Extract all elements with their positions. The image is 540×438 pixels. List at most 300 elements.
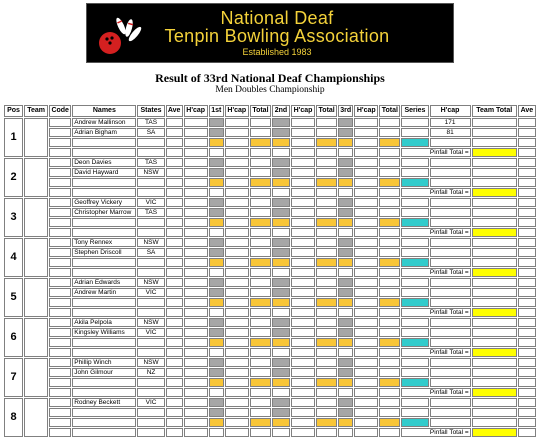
hcap-cell	[291, 258, 315, 267]
ave-cell	[518, 388, 536, 397]
game2-cell	[272, 168, 290, 177]
game2-cell	[272, 368, 290, 377]
series-cell	[401, 408, 428, 417]
player-name	[72, 298, 136, 307]
player-state	[137, 298, 164, 307]
pinfall-label: Pinfall Total =	[401, 348, 470, 357]
game2-cell	[272, 158, 290, 167]
total-cell	[379, 378, 400, 387]
spacer-cell	[209, 428, 224, 437]
table-row	[4, 268, 536, 277]
game2-cell	[272, 248, 290, 257]
table-row	[4, 168, 536, 177]
total-cell	[379, 168, 400, 177]
column-header: Code	[49, 105, 71, 117]
ave-cell	[166, 208, 183, 217]
series-total-cell	[401, 338, 428, 347]
total-cell	[316, 298, 337, 307]
pinfall-total-cell	[472, 268, 517, 277]
ave-cell	[166, 128, 183, 137]
hcap-cell	[184, 288, 208, 297]
team-cell	[24, 118, 48, 157]
hcap-cell	[291, 198, 315, 207]
game1-cell	[209, 408, 224, 417]
spacer-cell	[291, 148, 315, 157]
ave-cell	[518, 278, 536, 287]
spacer-cell	[338, 228, 353, 237]
spacer-cell	[209, 348, 224, 357]
series-total-cell	[401, 178, 428, 187]
spacer-cell	[338, 388, 353, 397]
spacer-cell	[72, 308, 136, 317]
series-cell	[401, 198, 428, 207]
ave-cell	[166, 328, 183, 337]
hcap-cell	[184, 278, 208, 287]
hcap-cell	[291, 208, 315, 217]
hcap-cell	[225, 278, 249, 287]
table-row	[4, 208, 536, 217]
team-total-cell	[472, 128, 517, 137]
total-cell	[379, 118, 400, 127]
total-cell	[316, 158, 337, 167]
hcap-cell	[354, 328, 378, 337]
hcap-cell	[354, 248, 378, 257]
column-header: Total	[250, 105, 271, 117]
total-cell	[316, 418, 337, 427]
table-row	[4, 358, 536, 367]
game1-total-cell	[209, 178, 224, 187]
team-total-cell	[472, 208, 517, 217]
series-total-cell	[401, 258, 428, 267]
table-row	[4, 258, 536, 267]
series-cell	[401, 128, 428, 137]
series-hcap-cell	[430, 168, 471, 177]
hcap-cell	[354, 358, 378, 367]
player-name: Kingsley Williams	[72, 328, 136, 337]
code-cell	[49, 208, 71, 217]
hcap-cell	[354, 138, 378, 147]
player-name	[72, 408, 136, 417]
total-cell	[379, 198, 400, 207]
game3-cell	[338, 128, 353, 137]
total-cell	[379, 338, 400, 347]
game3-total-cell	[338, 178, 353, 187]
total-cell	[379, 238, 400, 247]
total-cell	[379, 318, 400, 327]
spacer-cell	[166, 268, 183, 277]
table-row	[4, 338, 536, 347]
spacer-cell	[184, 188, 208, 197]
code-cell	[49, 158, 71, 167]
game1-cell	[209, 158, 224, 167]
pinfall-label: Pinfall Total =	[401, 268, 470, 277]
hcap-cell	[225, 138, 249, 147]
spacer-cell	[272, 148, 290, 157]
player-state	[137, 138, 164, 147]
table-row	[4, 178, 536, 187]
game3-cell	[338, 358, 353, 367]
player-name: Andrew Mallinson	[72, 118, 136, 127]
spacer-cell	[379, 308, 400, 317]
player-name: Adrian Edwards	[72, 278, 136, 287]
association-banner	[86, 3, 454, 63]
hcap-cell	[291, 408, 315, 417]
series-cell	[401, 158, 428, 167]
game3-cell	[338, 288, 353, 297]
spacer-cell	[250, 268, 271, 277]
spacer-cell	[316, 348, 337, 357]
game3-cell	[338, 118, 353, 127]
column-header: Ave	[518, 105, 536, 117]
team-total-cell	[472, 248, 517, 257]
spacer-cell	[354, 428, 378, 437]
hcap-cell	[354, 378, 378, 387]
hcap-cell	[354, 368, 378, 377]
series-hcap-cell	[430, 328, 471, 337]
spacer-cell	[72, 148, 136, 157]
series-hcap-cell	[430, 378, 471, 387]
spacer-cell	[291, 428, 315, 437]
hcap-cell	[184, 258, 208, 267]
player-name: Phillip Winch	[72, 358, 136, 367]
total-cell	[316, 128, 337, 137]
hcap-cell	[291, 418, 315, 427]
total-cell	[316, 408, 337, 417]
series-total-cell	[401, 298, 428, 307]
ave-cell	[518, 298, 536, 307]
spacer-cell	[209, 228, 224, 237]
hcap-cell	[354, 198, 378, 207]
series-hcap-cell: 81	[430, 128, 471, 137]
series-hcap-cell: 171	[430, 118, 471, 127]
code-cell	[49, 218, 71, 227]
spacer-cell	[379, 148, 400, 157]
column-header: Team Total	[472, 105, 517, 117]
total-cell	[250, 278, 271, 287]
total-cell	[250, 248, 271, 257]
spacer-cell	[354, 148, 378, 157]
ave-cell	[518, 248, 536, 257]
pinfall-label: Pinfall Total =	[401, 148, 470, 157]
total-cell	[379, 418, 400, 427]
total-cell	[250, 158, 271, 167]
code-cell	[49, 288, 71, 297]
total-cell	[250, 238, 271, 247]
table-row	[4, 418, 536, 427]
game2-cell	[272, 208, 290, 217]
hcap-cell	[354, 238, 378, 247]
game3-cell	[338, 168, 353, 177]
game1-total-cell	[209, 418, 224, 427]
player-state: SA	[137, 128, 164, 137]
hcap-cell	[184, 248, 208, 257]
hcap-cell	[184, 178, 208, 187]
spacer-cell	[354, 188, 378, 197]
total-cell	[316, 138, 337, 147]
game2-cell	[272, 128, 290, 137]
total-cell	[250, 118, 271, 127]
game1-total-cell	[209, 138, 224, 147]
hcap-cell	[225, 238, 249, 247]
spacer-cell	[166, 348, 183, 357]
code-cell	[49, 318, 71, 327]
total-cell	[379, 368, 400, 377]
ave-cell	[518, 138, 536, 147]
ave-cell	[166, 408, 183, 417]
spacer-cell	[316, 308, 337, 317]
spacer-cell	[250, 308, 271, 317]
total-cell	[316, 378, 337, 387]
table-row	[4, 378, 536, 387]
game2-total-cell	[272, 138, 290, 147]
hcap-cell	[291, 138, 315, 147]
hcap-cell	[184, 358, 208, 367]
team-total-cell	[472, 118, 517, 127]
game2-total-cell	[272, 338, 290, 347]
total-cell	[316, 258, 337, 267]
hcap-cell	[291, 128, 315, 137]
hcap-cell	[225, 178, 249, 187]
spacer-cell	[379, 348, 400, 357]
hcap-cell	[291, 338, 315, 347]
code-cell	[49, 358, 71, 367]
game2-cell	[272, 408, 290, 417]
table-row	[4, 328, 536, 337]
game1-cell	[209, 128, 224, 137]
code-cell	[49, 258, 71, 267]
total-cell	[250, 298, 271, 307]
total-cell	[316, 198, 337, 207]
total-cell	[250, 418, 271, 427]
spacer-cell	[72, 268, 136, 277]
spacer-cell	[137, 348, 164, 357]
spacer-cell	[72, 428, 136, 437]
spacer-cell	[225, 188, 249, 197]
code-cell	[49, 298, 71, 307]
ave-cell	[518, 348, 536, 357]
total-cell	[379, 408, 400, 417]
game1-cell	[209, 118, 224, 127]
position-cell: 6	[4, 318, 23, 357]
spacer-cell	[291, 348, 315, 357]
spacer-cell	[272, 308, 290, 317]
spacer-cell	[225, 388, 249, 397]
table-row	[4, 198, 536, 207]
team-total-cell	[472, 408, 517, 417]
hcap-cell	[354, 298, 378, 307]
game3-cell	[338, 318, 353, 327]
series-total-cell	[401, 418, 428, 427]
ave-cell	[166, 378, 183, 387]
spacer-cell	[209, 268, 224, 277]
spacer-cell	[354, 348, 378, 357]
player-name: Andrew Martin	[72, 288, 136, 297]
spacer-cell	[316, 188, 337, 197]
table-header-row	[4, 105, 536, 117]
player-state: NSW	[137, 168, 164, 177]
total-cell	[379, 358, 400, 367]
player-state: TAS	[137, 158, 164, 167]
player-name: John Gilmour	[72, 368, 136, 377]
hcap-cell	[225, 368, 249, 377]
game1-cell	[209, 318, 224, 327]
table-row	[4, 278, 536, 287]
team-total-cell	[472, 318, 517, 327]
hcap-cell	[291, 168, 315, 177]
ave-cell	[518, 288, 536, 297]
code-cell	[49, 368, 71, 377]
column-header: 2nd	[272, 105, 290, 117]
hcap-cell	[225, 118, 249, 127]
spacer-cell	[316, 428, 337, 437]
player-name: Christopher Marrow	[72, 208, 136, 217]
pinfall-total-cell	[472, 348, 517, 357]
game3-cell	[338, 408, 353, 417]
hcap-cell	[184, 138, 208, 147]
hcap-cell	[184, 298, 208, 307]
spacer-cell	[137, 388, 164, 397]
spacer-cell	[72, 188, 136, 197]
spacer-cell	[379, 188, 400, 197]
spacer-cell	[316, 268, 337, 277]
spacer-cell	[338, 188, 353, 197]
spacer-cell	[166, 428, 183, 437]
ave-cell	[518, 238, 536, 247]
game2-total-cell	[272, 378, 290, 387]
hcap-cell	[354, 128, 378, 137]
game2-total-cell	[272, 178, 290, 187]
table-row	[4, 398, 536, 407]
series-cell	[401, 248, 428, 257]
total-cell	[316, 178, 337, 187]
ave-cell	[518, 188, 536, 197]
ave-cell	[166, 278, 183, 287]
player-state: NSW	[137, 318, 164, 327]
total-cell	[250, 398, 271, 407]
player-state: NSW	[137, 358, 164, 367]
column-header: Team	[24, 105, 48, 117]
game1-cell	[209, 288, 224, 297]
total-cell	[316, 218, 337, 227]
banner-line-1: National Deaf	[220, 8, 334, 28]
column-header: H'cap	[430, 105, 471, 117]
hcap-cell	[184, 318, 208, 327]
spacer-cell	[291, 388, 315, 397]
total-cell	[250, 368, 271, 377]
hcap-cell	[225, 288, 249, 297]
hcap-cell	[184, 218, 208, 227]
spacer-cell	[166, 148, 183, 157]
spacer-cell	[209, 148, 224, 157]
column-header: Total	[316, 105, 337, 117]
series-hcap-cell	[430, 288, 471, 297]
series-cell	[401, 168, 428, 177]
player-state	[137, 178, 164, 187]
total-cell	[316, 278, 337, 287]
total-cell	[250, 128, 271, 137]
pinfall-total-cell	[472, 308, 517, 317]
series-hcap-cell	[430, 248, 471, 257]
series-hcap-cell	[430, 398, 471, 407]
results-table	[3, 104, 537, 438]
series-cell	[401, 208, 428, 217]
hcap-cell	[184, 378, 208, 387]
game1-cell	[209, 208, 224, 217]
spacer-cell	[354, 228, 378, 237]
player-name	[72, 258, 136, 267]
table-row	[4, 118, 536, 127]
team-total-cell	[472, 378, 517, 387]
game3-total-cell	[338, 338, 353, 347]
spacer-cell	[137, 308, 164, 317]
table-row	[4, 318, 536, 327]
hcap-cell	[354, 158, 378, 167]
player-state: TAS	[137, 208, 164, 217]
game1-total-cell	[209, 218, 224, 227]
spacer-cell	[338, 268, 353, 277]
spacer-cell	[379, 268, 400, 277]
series-cell	[401, 118, 428, 127]
spacer-cell	[250, 388, 271, 397]
spacer-cell	[72, 388, 136, 397]
game2-cell	[272, 278, 290, 287]
spacer-cell	[225, 308, 249, 317]
spacer-cell	[291, 228, 315, 237]
total-cell	[316, 358, 337, 367]
player-state: TAS	[137, 118, 164, 127]
column-header: Series	[401, 105, 428, 117]
spacer-cell	[184, 308, 208, 317]
player-state	[137, 408, 164, 417]
spacer-cell	[291, 268, 315, 277]
game3-total-cell	[338, 258, 353, 267]
team-total-cell	[472, 278, 517, 287]
spacer-cell	[291, 308, 315, 317]
ave-cell	[518, 158, 536, 167]
ave-cell	[518, 358, 536, 367]
game3-cell	[338, 208, 353, 217]
hcap-cell	[291, 158, 315, 167]
total-cell	[379, 288, 400, 297]
column-header: 3rd	[338, 105, 353, 117]
hcap-cell	[184, 208, 208, 217]
total-cell	[379, 178, 400, 187]
table-row	[4, 368, 536, 377]
hcap-cell	[291, 288, 315, 297]
spacer-cell	[272, 228, 290, 237]
series-hcap-cell	[430, 278, 471, 287]
game1-cell	[209, 168, 224, 177]
total-cell	[379, 258, 400, 267]
hcap-cell	[184, 238, 208, 247]
ave-cell	[518, 128, 536, 137]
hcap-cell	[354, 178, 378, 187]
series-cell	[401, 288, 428, 297]
code-cell	[49, 328, 71, 337]
spacer-cell	[316, 388, 337, 397]
game1-total-cell	[209, 378, 224, 387]
hcap-cell	[225, 318, 249, 327]
game1-cell	[209, 398, 224, 407]
game2-cell	[272, 118, 290, 127]
spacer-cell	[225, 228, 249, 237]
hcap-cell	[291, 368, 315, 377]
hcap-cell	[354, 288, 378, 297]
table-row	[4, 348, 536, 357]
total-cell	[250, 328, 271, 337]
hcap-cell	[184, 398, 208, 407]
game2-total-cell	[272, 418, 290, 427]
